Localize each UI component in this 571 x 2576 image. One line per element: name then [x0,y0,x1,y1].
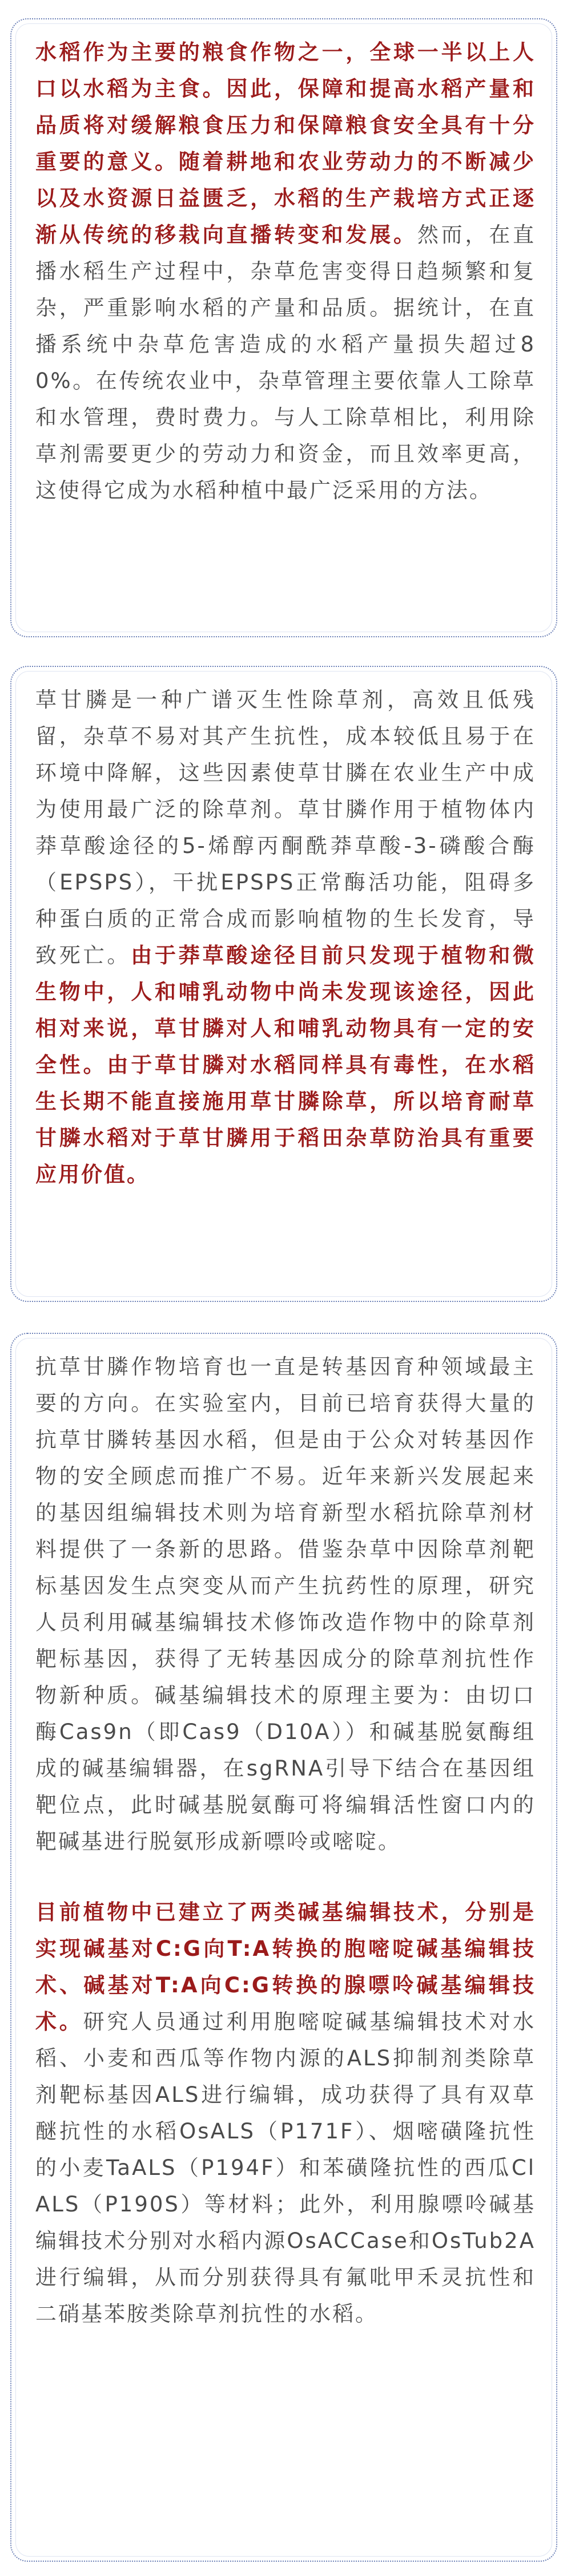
breeding-body-text: 抗草甘膦作物培育也一直是转基因育种领域最主要的方向。在实验室内，目前已培育获得大量的抗草甘膦转基因水稻，但是由于公众对转基因作物的安全顾虑而推广不易。近年来新兴发展起来的基因组编辑技术则为培育新型水稻抗除草剂材料提供了一条新的思路。借鉴杂草中因除草剂靶标基因发生点突变从而产生抗药性的原理，研究人员利用碱基编辑技术修饰改造作物中的除草剂靶标基因，获得了无转基因成分的除草剂抗性作物新种质。碱基编辑技术的原理主要为：由切口酶Cas9n（即Cas9（D10A））和碱基脱氨酶组成的碱基编辑器，在sgRNA引导下结合在基因组靶位点，此时碱基脱氨酶可将编辑活性窗口内的靶碱基进行脱氨形成新嘌呤或嘧啶。 [35,1354,536,1854]
intro-body-text: 然而，在直播水稻生产过程中，杂草危害变得日趋频繁和复杂，严重影响水稻的产量和品质。据统计，在直播系统中杂草危害造成的水稻产量损失超过80%。在传统农业中，杂草管理主要依靠人工除草和水管理，费时费力。与人工除草相比，利用除草剂需要更少的劳动力和资金，而且效率更高，这使得它成为水稻种植中最广泛采用的方法。 [35,223,536,503]
glyphosate-card [10,666,557,1302]
intro-card [10,18,557,637]
base-editing-paragraph [35,1894,536,2332]
base-editing-card [10,1333,557,2562]
breeding-paragraph [35,1349,536,1860]
glyphosate-body-text: 草甘膦是一种广谱灭生性除草剂，高效且低残留，杂草不易对其产生抗性，成本较低且易于在环境中降解，这些因素使草甘膦在农业生产中成为使用最广泛的除草剂。草甘膦作用于植物体内莽草酸途径的5-烯醇丙酮酰莽草酸-3-磷酸合酶（EPSPS），干扰EPSPS正常酶活功能，阻碍多种蛋白质的正常合成而影响植物的生长发育，导致死亡。 [35,688,536,968]
intro-paragraph [35,34,536,509]
intro-highlight-text: 水稻作为主要的粮食作物之一，全球一半以上人口以水稻为主食。因此，保障和提高水稻产量和品质将对缓解粮食压力和保障粮食安全具有十分重要的意义。随着耕地和农业劳动力的不断减少以及水资源日益匮乏，水稻的生产栽培方式正逐渐从传统的移栽向直播转变和发展。 [35,40,536,247]
base-editing-body-text: 研究人员通过利用胞嘧啶碱基编辑技术对水稻、小麦和西瓜等作物内源的ALS抑制剂类除草剂靶标基因ALS进行编辑，成功获得了具有双草醚抗性的水稻OsALS（P171F）、烟嘧磺隆抗性的小麦TaALS（P194F）和苯磺隆抗性的西瓜ClALS（P190S）等材料；此外，利用腺嘌呤碱基编辑技术分别对水稻内源OsACCase和OsTub2A进行编辑，从而分别获得具有氟吡甲禾灵抗性和二硝基苯胺类除草剂抗性的水稻。 [35,2009,536,2326]
glyphosate-highlight-text: 由于莽草酸途径目前只发现于植物和微生物中，人和哺乳动物中尚未发现该途径，因此相对来说，草甘膦对人和哺乳动物具有一定的安全性。由于草甘膦对水稻同样具有毒性，在水稻生长期不能直接施用草甘膦除草，所以培育耐草甘膦水稻对于草甘膦用于稻田杂草防治具有重要应用价值。 [35,943,536,1187]
base-editing-highlight-text: 目前植物中已建立了两类碱基编辑技术，分别是实现碱基对C:G向T:A转换的胞嘧啶碱基编辑技术、碱基对T:A向C:G转换的腺嘌呤碱基编辑技术。 [35,1900,536,2034]
glyphosate-paragraph [35,682,536,1193]
